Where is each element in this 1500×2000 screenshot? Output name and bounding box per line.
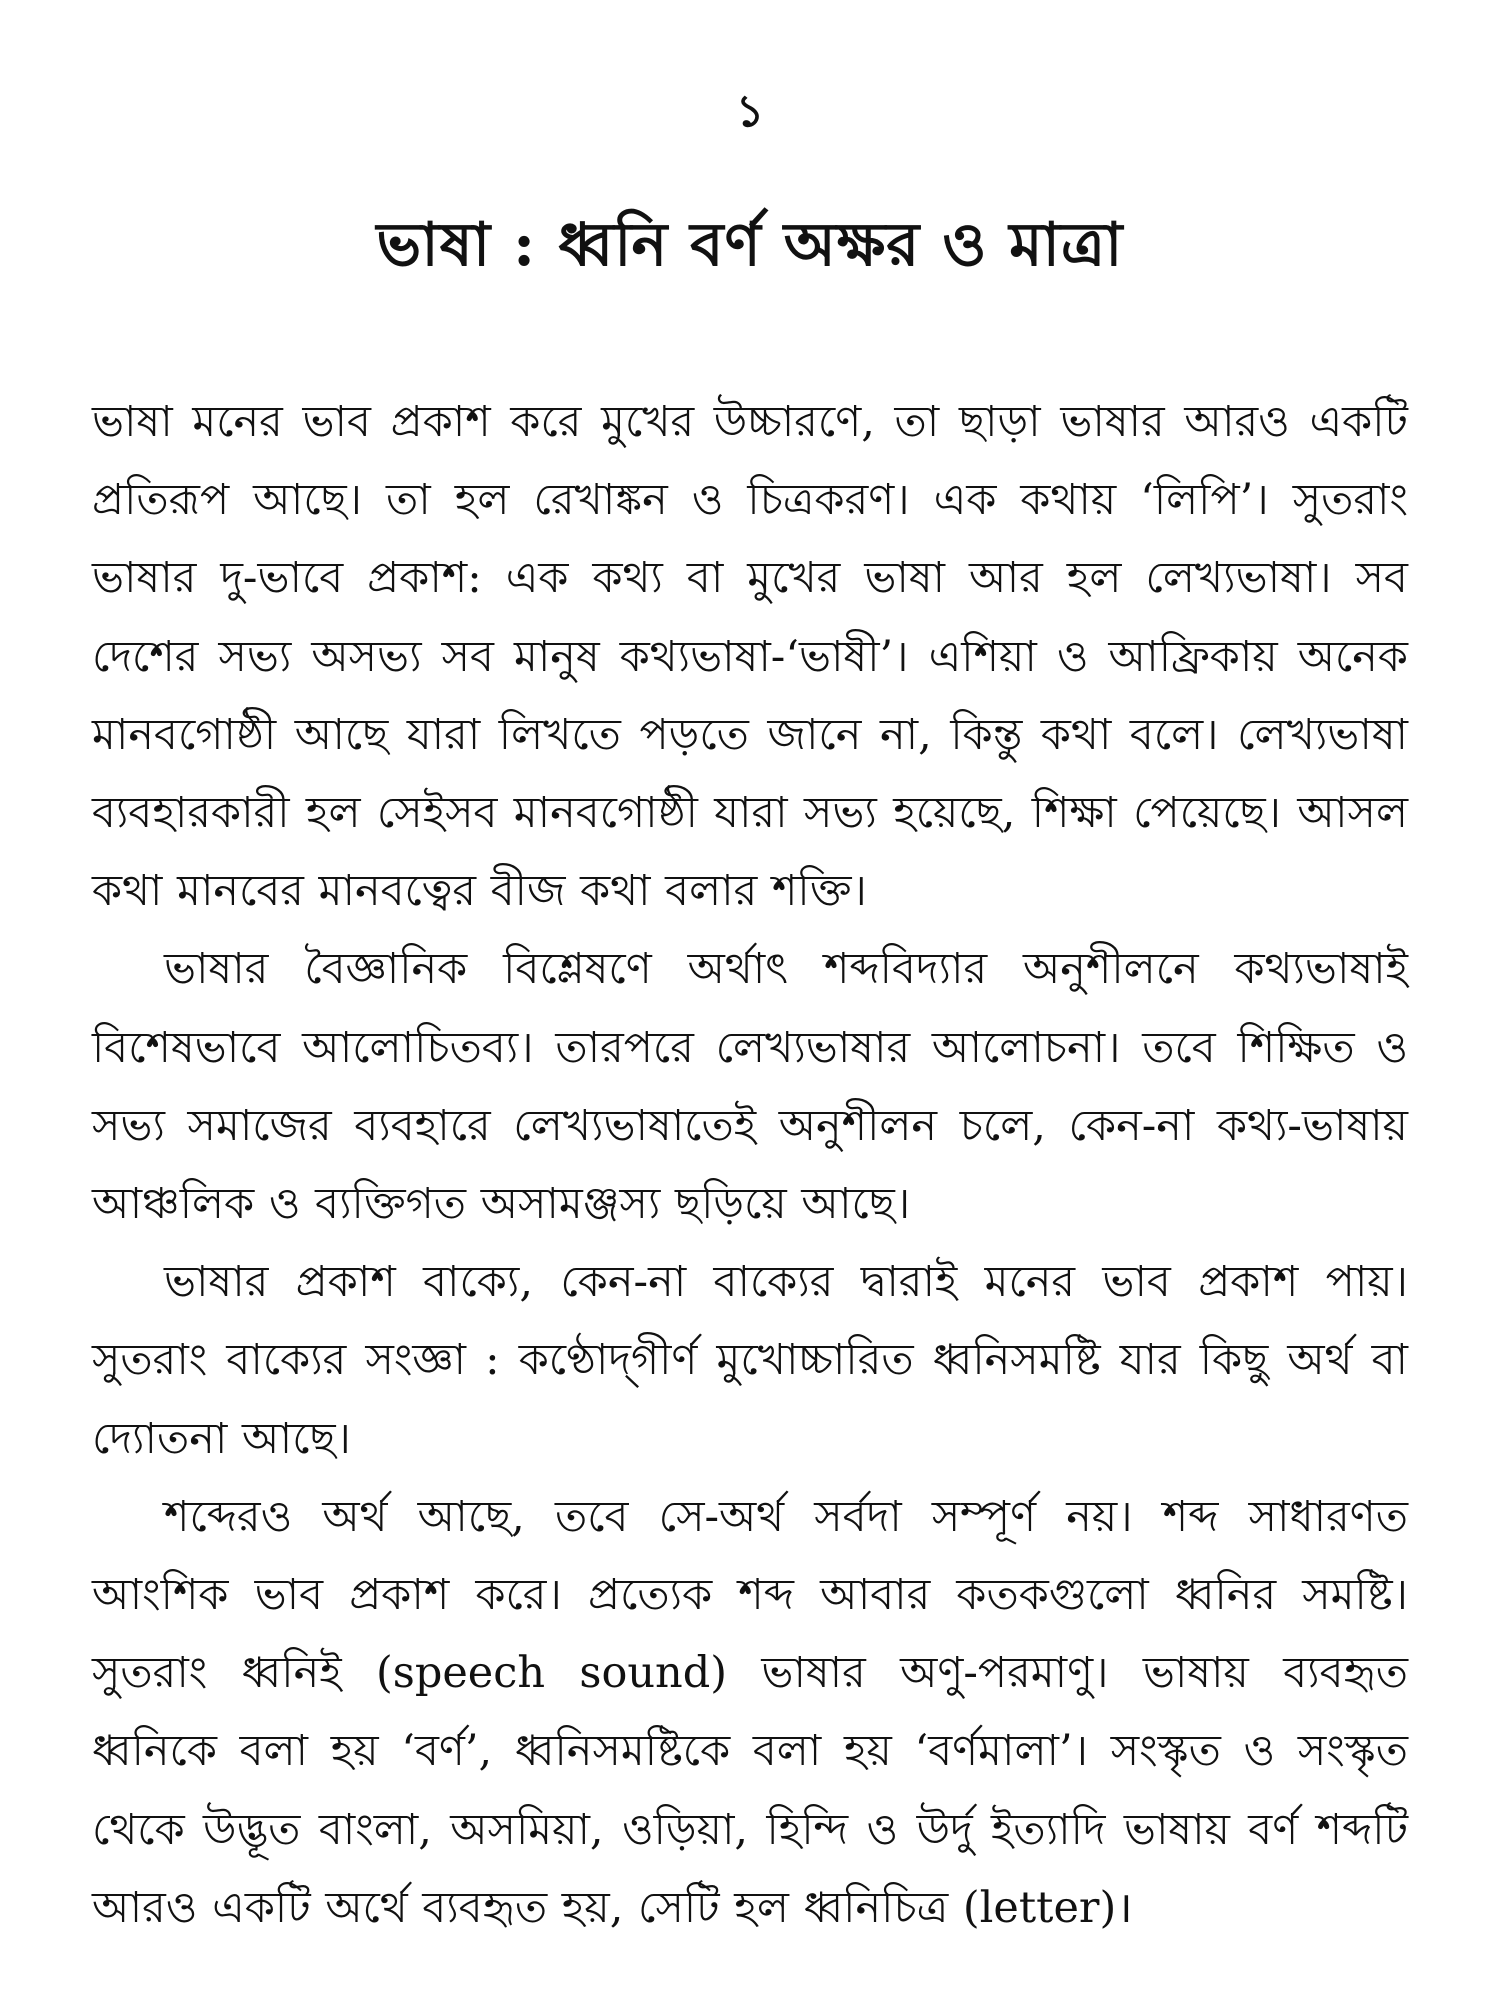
paragraph-2: ভাষার বৈজ্ঞানিক বিশ্লেষণে অর্থাৎ শব্দবিদ্যার অনুশীলনে কথ্যভাষাই বিশেষভাবে আলোচিতব্য। তারপরে লেখ্যভাষার আলোচনা। তবে শিক্ষিত ও সভ্য সমাজের ব্যবহারে লেখ্যভাষাতেই অনুশীলন চলে, কেন-না কথ্য-ভাষায় আঞ্চলিক ও ব্যক্তিগত অসামঞ্জস্য ছড়িয়ে আছে। — [92, 944, 1408, 1230]
chapter-title: ভাষা : ধ্বনি বর্ণ অক্ষর ও মাত্রা — [376, 210, 1124, 280]
paragraph-3: ভাষার প্রকাশ বাক্যে, কেন-না বাক্যের দ্বারাই মনের ভাব প্রকাশ পায়। সুতরাং বাক্যের সংজ্ঞা : কণ্ঠোদ্‌গীর্ণ মুখোচ্চারিত ধ্বনিসমষ্টি যার কিছু অর্থ বা দ্যোতনা আছে। — [92, 1257, 1408, 1464]
paragraph-1: ভাষা মনের ভাব প্রকাশ করে মুখের উচ্চারণে, তা ছাড়া ভাষার আরও একটি প্রতিরূপ আছে। তা হল রেখাঙ্কন ও চিত্রকরণ। এক কথায় ‘লিপি’। সুতরাং ভাষার দু-ভাবে প্রকাশ: এক কথ্য বা মুখের ভাষা আর হল লেখ্যভাষা। সব দেশের সভ্য অসভ্য সব মানুষ কথ্যভাষা-‘ভাষী’। এশিয়া ও আফ্রিকায় অনেক মানবগোষ্ঠী আছে যারা লিখতে পড়তে জানে না, কিন্তু কথা বলে। লেখ্যভাষা ব্যবহারকারী হল সেইসব মানবগোষ্ঠী যারা সভ্য হয়েছে, শিক্ষা পেয়েছে। আসল কথা মানবের মানবত্বের বীজ কথা বলার শক্তি। — [92, 397, 1408, 917]
paragraph-4: শব্দেরও অর্থ আছে, তবে সে-অর্থ সর্বদা সম্পূর্ণ নয়। শব্দ সাধারণত আংশিক ভাব প্রকাশ করে। প্রত্যেক শব্দ আবার কতকগুলো ধ্বনির সমষ্টি। সুতরাং ধ্বনিই (speech sound) ভাষার অণু-পরমাণু। ভাষায় ব্যবহৃত ধ্বনিকে বলা হয় ‘বর্ণ’, ধ্বনিসমষ্টিকে বলা হয় ‘বর্ণমালা’। সংস্কৃত ও সংস্কৃত থেকে উদ্ভূত বাংলা, অসমিয়া, ওড়িয়া, হিন্দি ও উর্দু ইত্যাদি ভাষায় বর্ণ শব্দটি আরও একটি অর্থে ব্যবহৃত হয়, সেটি হল ধ্বনিচিত্র (letter)। — [92, 1491, 1408, 1933]
body-text — [92, 383, 1408, 1947]
page-number: ১ — [735, 86, 765, 137]
